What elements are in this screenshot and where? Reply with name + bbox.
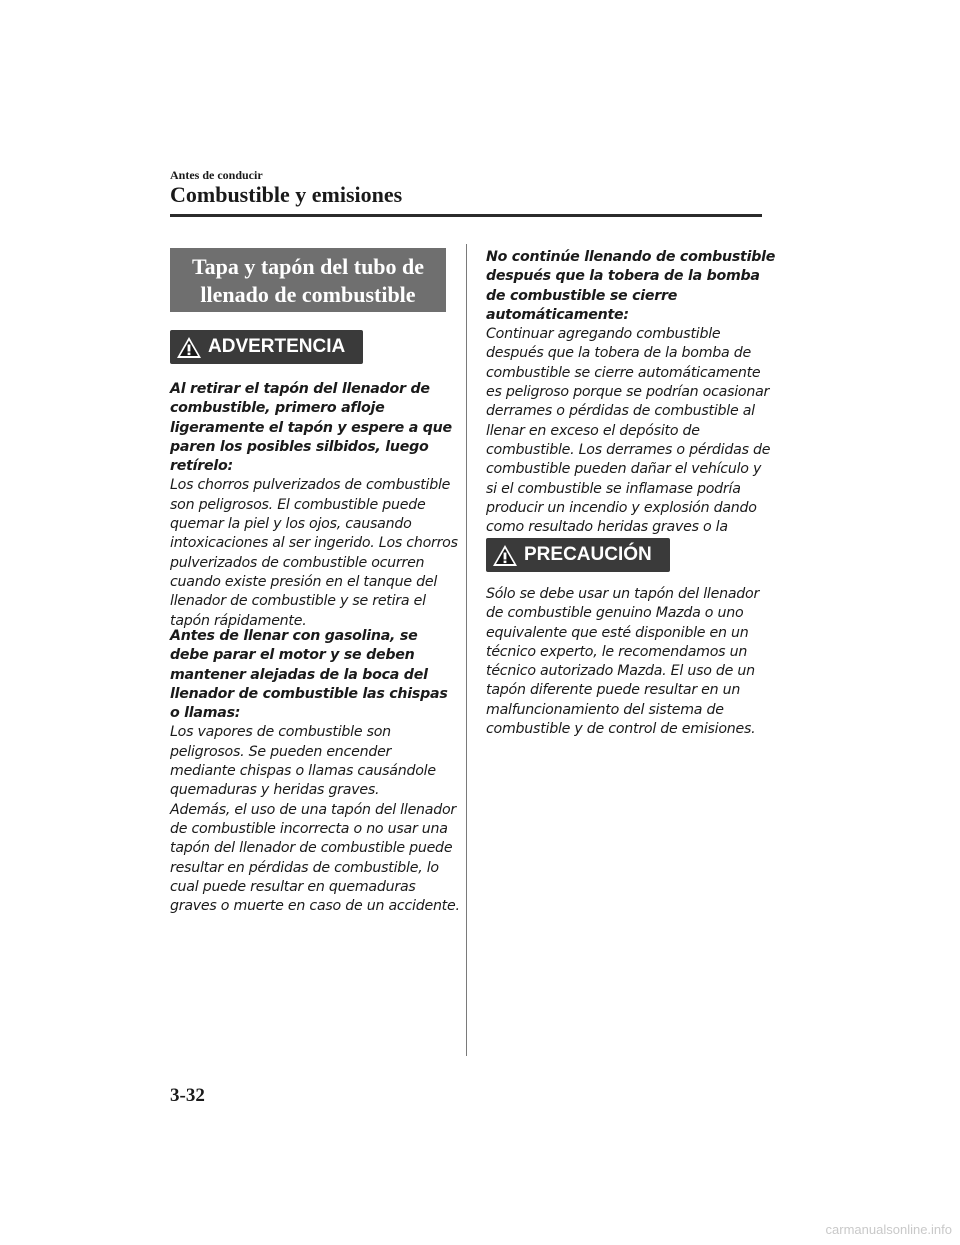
caution-body: Sólo se debe usar un tapón del llenador de combustible genuino Mazda o uno equivalente que esté disponible en un técnico experto, le recomendamos un técnico autorizado Mazda. El uso de un tapón diferente puede resultar en un malfuncionamiento del sistema de combustible y de control de emisiones. xyxy=(486,586,760,738)
advertencia-label: ADVERTENCIA xyxy=(208,336,346,357)
warning-2-body-2: Además, el uso de una tapón del llenador de combustible incorrecta o no usar una tapón del llenador de combustible puede resultar en pérdidas de combustible, lo cual puede resultar en quemaduras graves o muerte en caso de un accidente. xyxy=(170,801,460,915)
warning-1-heading: Al retirar el tapón del llenador de combustible, primero afloje ligeramente el tapón y espere a que paren los posibles silbidos, luego retírelo: xyxy=(170,381,452,475)
warning-2-body-1: Los vapores de combustible son peligrosos. Se pueden encender mediante chispas o llamas causándole quemaduras y heridas graves. xyxy=(170,724,436,799)
warning-3-heading: No continúe llenando de combustible después que la tobera de la bomba de combustible se cierre automáticamente: xyxy=(486,249,776,323)
advertencia-badge xyxy=(170,330,363,364)
warning-block-2 xyxy=(170,627,460,916)
column-divider xyxy=(466,244,467,1056)
chapter-title: Combustible y emisiones xyxy=(170,182,403,207)
warning-1-body: Los chorros pulverizados de combustible son peligrosos. El combustible puede quemar la piel y los ojos, causando intoxicaciones al ser ingerido. Los chorros pulverizados de combustible ocurren cuando existe presión en el tanque del llenador de combustible y se retira el tapón rápidamente. xyxy=(170,477,458,629)
exclamation-triangle-icon xyxy=(176,336,202,359)
precaucion-badge xyxy=(486,538,670,572)
exclamation-triangle-icon xyxy=(492,544,518,567)
page-number: 3-32 xyxy=(170,1085,205,1106)
watermark: carmanualsonline.info xyxy=(825,1222,952,1237)
warning-block-1 xyxy=(170,380,460,631)
caution-block xyxy=(486,585,776,739)
running-head: Antes de conducir xyxy=(170,168,263,182)
warning-3-body: Continuar agregando combustible después que la tobera de la bomba de combustible se cierre automáticamente es peligroso porque se podrían ocasionar derrames o pérdidas de combustible al llenar en exceso el depósito de combustible. Los derrames o pérdidas de combustible pueden dañar el vehículo y si el combustible se inflamase podría producir un incendio y explosión dando como resultado heridas graves o la xyxy=(486,326,771,536)
section-title-banner xyxy=(170,248,446,312)
warning-2-heading: Antes de llenar con gasolina, se debe parar el motor y se deben mantener alejadas de la boca del llenador de combustible las chispas o llamas: xyxy=(170,628,448,722)
precaucion-label: PRECAUCIÓN xyxy=(524,544,652,565)
warning-block-3 xyxy=(486,248,776,557)
title-rule xyxy=(170,214,762,217)
section-title-line-2: llenado de combustible xyxy=(200,282,416,307)
section-title-line-1: Tapa y tapón del tubo de xyxy=(191,254,425,279)
